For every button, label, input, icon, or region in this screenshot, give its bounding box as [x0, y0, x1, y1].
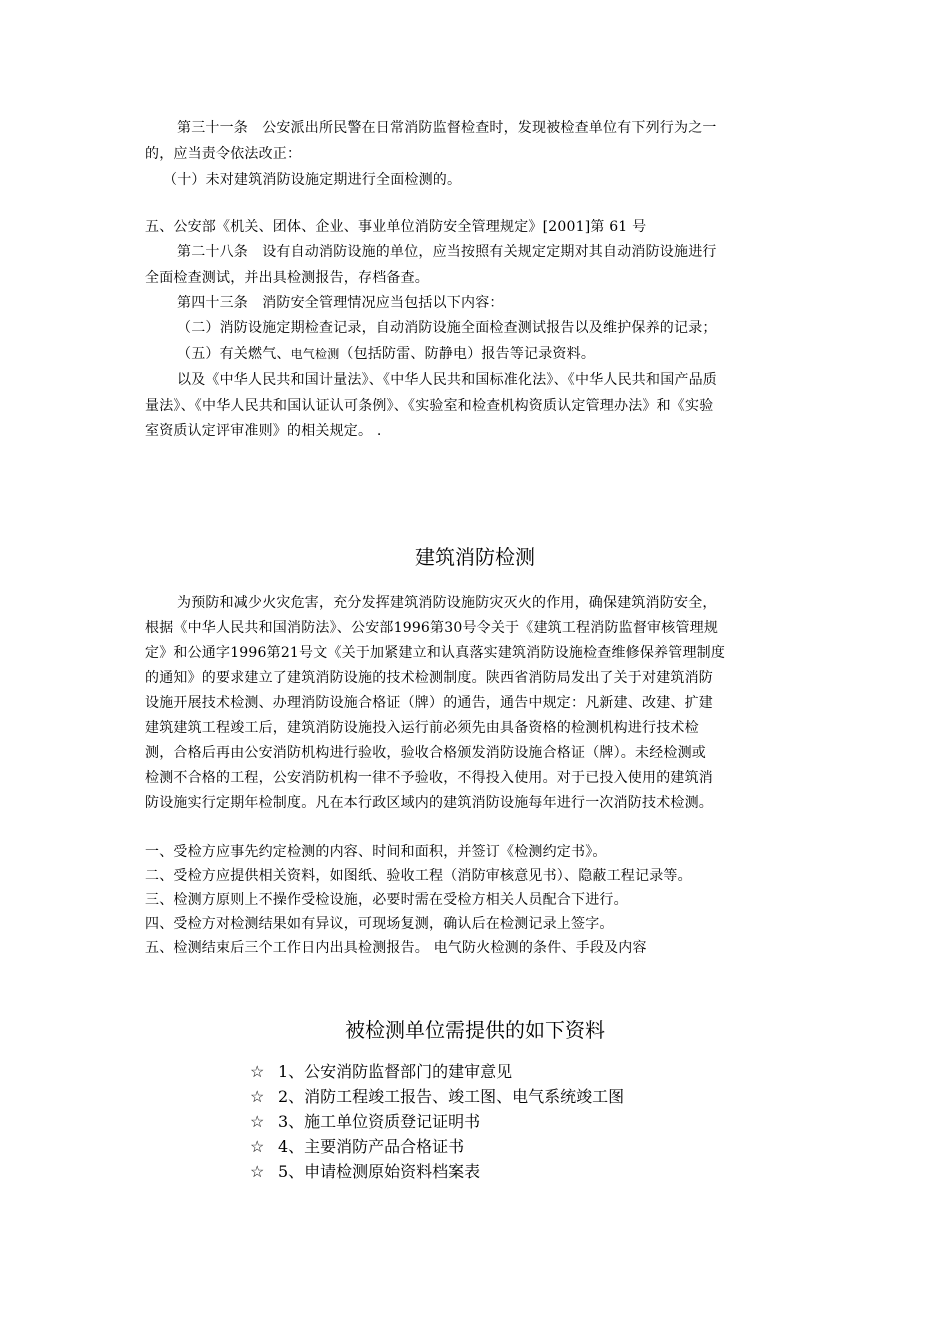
- article-43-line-1: 第四十三条 消防安全管理情况应当包括以下内容：: [177, 295, 504, 311]
- materials-list-item: [250, 1136, 464, 1158]
- materials-list-item: [250, 1061, 512, 1083]
- building-para-line: 为预防和减少火灾危害，充分发挥建筑消防设施防灾灭火的作用，确保建筑消防安全，: [177, 595, 717, 611]
- materials-item-text: 3、施工单位资质登记证明书: [278, 1112, 481, 1131]
- star-icon: ☆: [250, 1162, 265, 1181]
- rule-item: 三、检测方原则上不操作受检设施，必要时需在受检方相关人员配合下进行。: [145, 892, 628, 908]
- star-icon: ☆: [250, 1112, 265, 1131]
- materials-list-item: [250, 1111, 480, 1133]
- building-para-line: 定》和公通字1996第21号文《关于加紧建立和认真落实建筑消防设施检查维修保养管理制度: [145, 645, 726, 661]
- rule-item: 五、检测结束后三个工作日内出具检测报告。 电气防火检测的条件、手段及内容: [145, 940, 647, 956]
- article-31-line-1: 第三十一条 公安派出所民警在日常消防监督检查时，发现被检查单位有下列行为之一: [177, 120, 717, 136]
- rule-item: 二、受检方应提供相关资料，如图纸、验收工程（消防审核意见书）、隐蔽工程记录等。: [145, 868, 692, 884]
- materials-list-item: [250, 1161, 480, 1183]
- materials-list-item: [250, 1086, 624, 1108]
- materials-item-text: 4、主要消防产品合格证书: [278, 1137, 465, 1156]
- building-para-line: 设施开展技术检测、办理消防设施合格证（牌）的通告，通告中规定：凡新建、改建、扩建: [145, 695, 713, 711]
- article-43-item-5-part-a: （五）有关燃气、: [177, 346, 291, 362]
- building-para-line: 根据《中华人民共和国消防法》、公安部1996第30号令关于《建筑工程消防监督审核管理规: [145, 620, 719, 636]
- materials-item-text: 5、申请检测原始资料档案表: [278, 1162, 481, 1181]
- rule-item: 四、受检方对检测结果如有异议，可现场复测，确认后在检测记录上签字。: [145, 916, 614, 932]
- materials-item-text: 2、消防工程竣工报告、竣工图、电气系统竣工图: [278, 1087, 625, 1106]
- building-para-line: 的通知》的要求建立了建筑消防设施的技术检测制度。陕西省消防局发出了关于对建筑消防: [145, 670, 713, 686]
- article-43-item-5-small: 电气检测: [290, 347, 340, 361]
- building-para-line: 测，合格后再由公安消防机构进行验收，验收合格颁发消防设施合格证（牌）。未经检测或: [145, 745, 706, 761]
- laws-line-1: 以及《中华人民共和国计量法》、《中华人民共和国标准化法》、《中华人民共和国产品质: [177, 372, 717, 388]
- star-icon: ☆: [250, 1062, 265, 1081]
- building-para-line: 防设施实行定期年检制度。凡在本行政区域内的建筑消防设施每年进行一次消防技术检测。: [145, 795, 713, 811]
- materials-item-text: 1、公安消防监督部门的建审意见: [278, 1062, 513, 1081]
- building-section-title: 建筑消防检测: [415, 545, 535, 569]
- article-43-item-5: [177, 344, 810, 364]
- star-icon: ☆: [250, 1087, 265, 1106]
- laws-line-3: 室资质认定评审准则》的相关规定。 .: [145, 423, 382, 439]
- article-31-item-10: （十）未对建筑消防设施定期进行全面检测的。: [163, 172, 462, 188]
- star-icon: ☆: [250, 1137, 265, 1156]
- article-43-item-5-part-b: （包括防雷、防静电）报告等记录资料。: [339, 346, 596, 362]
- article-28-line-1: 第二十八条 设有自动消防设施的单位，应当按照有关规定定期对其自动消防设施进行: [177, 244, 717, 260]
- building-para-line: 检测不合格的工程，公安消防机构一律不予验收，不得投入使用。对于已投入使用的建筑消: [145, 770, 713, 786]
- laws-line-2: 量法》、《中华人民共和国认证认可条例》、《实验室和检查机构资质认定管理办法》和《实验: [145, 398, 714, 414]
- article-31-line-2: 的，应当责令依法改正：: [145, 146, 302, 162]
- rule-item: 一、受检方应事先约定检测的内容、时间和面积，并签订《检测约定书》。: [145, 844, 607, 860]
- building-para-line: 建筑建筑工程竣工后，建筑消防设施投入运行前必须先由具备资格的检测机构进行技术检: [145, 720, 699, 736]
- article-28-line-2: 全面检查测试，并出具检测报告，存档备查。: [145, 270, 429, 286]
- regulation-5-heading: 五、公安部《机关、团体、企业、事业单位消防安全管理规定》[2001]第 61 号: [145, 219, 647, 235]
- article-43-item-2: （二）消防设施定期检查记录，自动消防设施全面检查测试报告以及维护保养的记录；: [177, 320, 717, 336]
- materials-section-title: 被检测单位需提供的如下资料: [345, 1018, 605, 1042]
